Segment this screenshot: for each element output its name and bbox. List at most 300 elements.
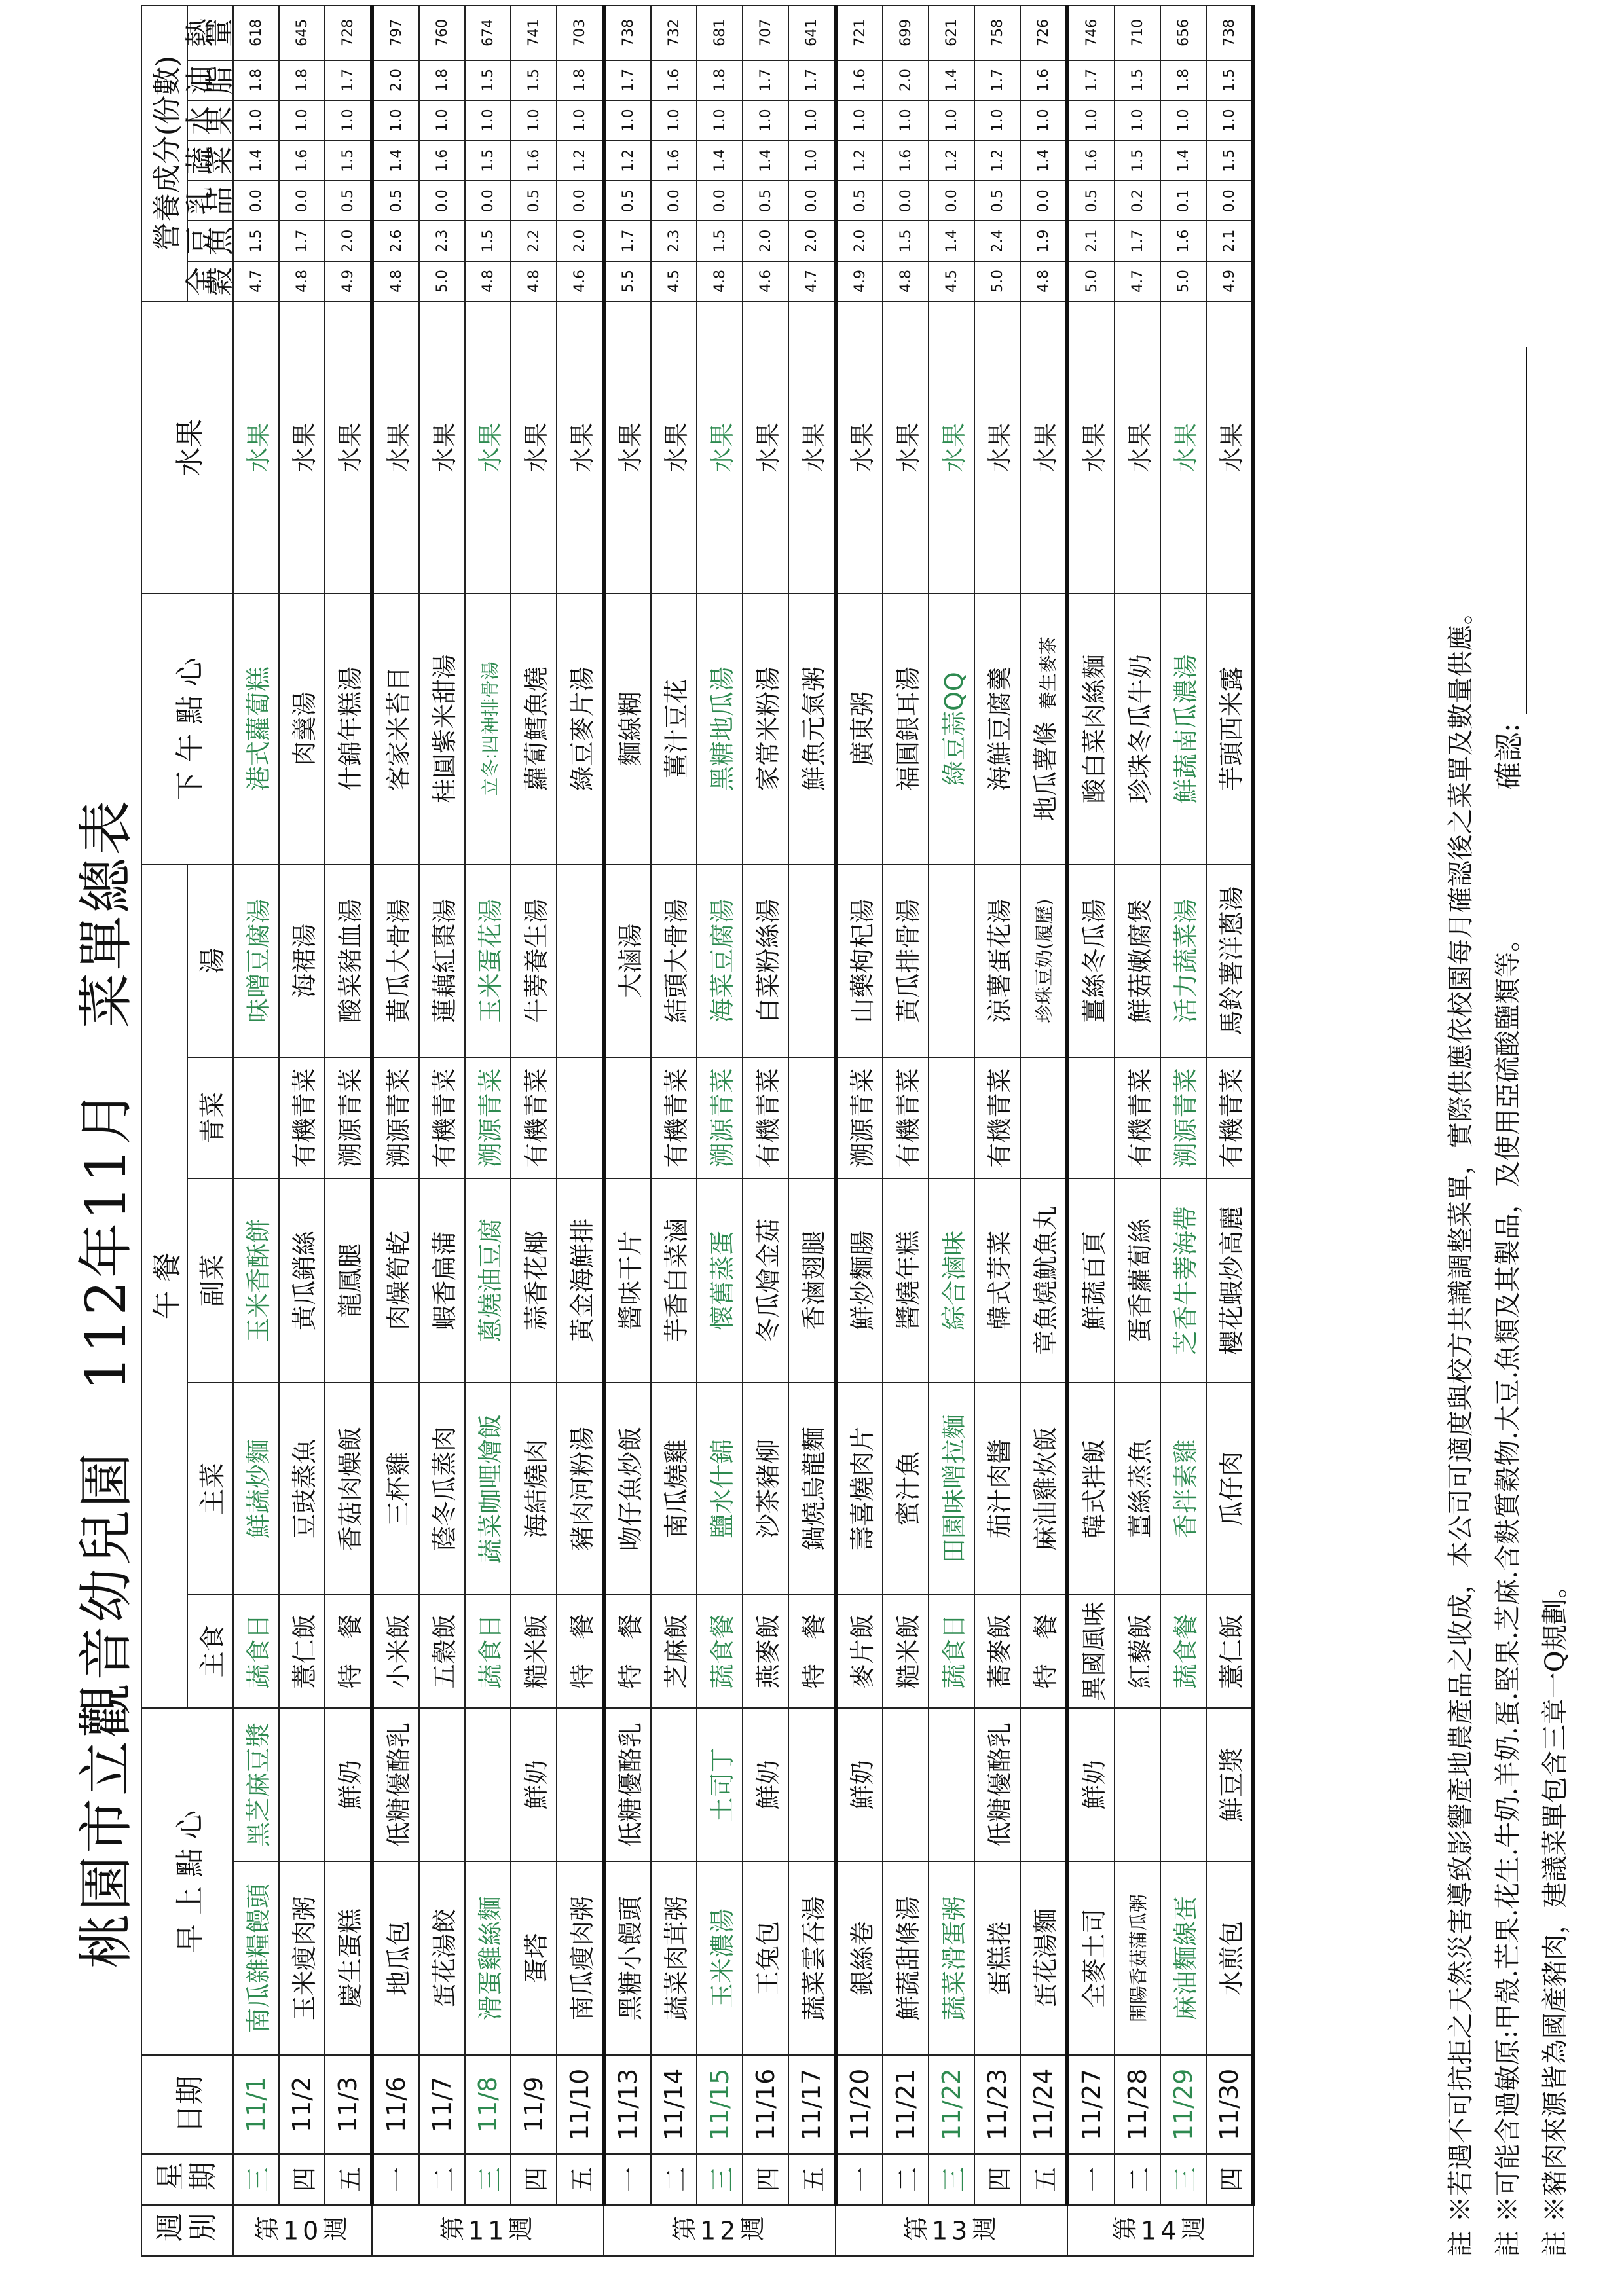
nutrition-cell: 1.7: [279, 221, 325, 261]
snack-cell: [557, 594, 604, 864]
main-dish-cell: 田園味噌拉麵: [929, 1383, 974, 1595]
table-row: [743, 5, 788, 2256]
soup-cell: 活力蔬菜湯: [1160, 864, 1206, 1058]
vegetable-cell: [557, 1057, 604, 1178]
soup-cell: [557, 864, 604, 1058]
nutrition-cell: 1.0: [465, 100, 511, 140]
staple-cell: 蔬食日: [465, 1595, 511, 1708]
nutrition-cell: 1.6: [419, 141, 465, 181]
weekday-cell: 三: [1160, 2154, 1206, 2205]
vegetable-cell: 有機青菜: [651, 1057, 697, 1178]
nutrition-cell: 4.5: [929, 261, 974, 301]
staple-cell: 蔬食餐: [1160, 1595, 1206, 1708]
header-veg: 青菜: [187, 1057, 233, 1178]
nutrition-cell: 4.8: [511, 261, 557, 301]
breakfast-item: 蔬菜肉茸粥: [651, 1861, 697, 2055]
staple-cell: 糙米飯: [883, 1595, 929, 1708]
snack-cell: [325, 594, 372, 864]
nutrition-cell: 0.0: [465, 181, 511, 221]
table-row: [1115, 5, 1160, 2256]
week-label: 第10週: [233, 2205, 372, 2256]
nutrition-cell: 1.7: [743, 60, 788, 100]
date-cell: 11/24: [1020, 2055, 1067, 2154]
header-fruit: 水果: [141, 301, 233, 593]
fruit-cell: 水果: [929, 301, 974, 593]
side-dish-cell: 韓式芽菜: [974, 1178, 1020, 1383]
main-dish-cell: 壽喜燒肉片: [836, 1383, 883, 1595]
fruit-cell: 水果: [883, 301, 929, 593]
soup-cell: 黃瓜大骨湯: [372, 864, 419, 1058]
weekday-cell: 四: [974, 2154, 1020, 2205]
nutrition-cell: 1.2: [929, 141, 974, 181]
weekday-cell: 四: [743, 2154, 788, 2205]
breakfast-item: 玉米瘦肉粥: [279, 1861, 325, 2055]
header-date: 日期: [141, 2055, 233, 2154]
main-dish-cell: 瓜仔肉: [1206, 1383, 1253, 1595]
menu-table: [141, 5, 1255, 2257]
breakfast-drink: 低糖優酪乳: [604, 1708, 651, 1861]
table-row: [697, 5, 743, 2256]
nutrition-cell: 1.5: [465, 60, 511, 100]
weekday-cell: 四: [1206, 2154, 1253, 2205]
nutrition-cell: 4.7: [1115, 261, 1160, 301]
nutrition-cell: 1.0: [929, 100, 974, 140]
nutrition-cell: 1.5: [697, 221, 743, 261]
snack-cell: [1020, 594, 1067, 864]
nutrition-cell: 2.2: [511, 221, 557, 261]
vegetable-cell: 溯源青菜: [836, 1057, 883, 1178]
soup-cell: 黃瓜排骨湯: [883, 864, 929, 1058]
header-side: 副菜: [187, 1178, 233, 1383]
table-row: [883, 5, 929, 2256]
fruit-cell: 水果: [974, 301, 1020, 593]
nutrition-cell: 4.8: [279, 261, 325, 301]
breakfast-item: 蛋糕捲: [974, 1861, 1020, 2055]
snack-name: 麵線糊: [616, 691, 645, 767]
header-nutrition: 營養成分(份數): [141, 5, 187, 301]
nutrition-cell: 1.8: [419, 60, 465, 100]
header-grain: 全穀: [187, 261, 233, 301]
main-dish-cell: 海結燒肉: [511, 1383, 557, 1595]
soup-cell: 玉米蛋花湯: [465, 864, 511, 1058]
nutrition-cell: 5.0: [419, 261, 465, 301]
table-row: [836, 5, 883, 2256]
nutrition-cell: 2.0: [557, 221, 604, 261]
nutrition-cell: 0.0: [788, 181, 836, 221]
date-cell: 11/21: [883, 2055, 929, 2154]
nutrition-cell: 738: [604, 5, 651, 60]
date-cell: 11/1: [233, 2055, 279, 2154]
breakfast-drink: [419, 1708, 465, 1861]
header-fruit-portion: 水果: [187, 100, 233, 140]
nutrition-cell: 1.0: [697, 100, 743, 140]
nutrition-cell: 5.5: [604, 261, 651, 301]
vegetable-cell: 溯源青菜: [325, 1057, 372, 1178]
soup-cell: 海菜豆腐湯: [697, 864, 743, 1058]
nutrition-cell: 645: [279, 5, 325, 60]
nutrition-cell: 0.0: [233, 181, 279, 221]
nutrition-cell: 1.7: [1067, 60, 1115, 100]
snack-cell: [743, 594, 788, 864]
nutrition-cell: 1.8: [279, 60, 325, 100]
nutrition-cell: 1.2: [974, 141, 1020, 181]
fruit-cell: 水果: [788, 301, 836, 593]
nutrition-cell: 746: [1067, 5, 1115, 60]
nutrition-cell: 1.0: [279, 100, 325, 140]
soup-cell: 珍珠豆奶(履歷): [1020, 864, 1067, 1058]
breakfast-item: 蔬菜雲吞湯: [788, 1861, 836, 2055]
side-dish-cell: 蛋香蘿蔔絲: [1115, 1178, 1160, 1383]
vegetable-cell: 有機青菜: [743, 1057, 788, 1178]
main-dish-cell: 香拌素雞: [1160, 1383, 1206, 1595]
snack-name: 地瓜薯條: [1031, 721, 1060, 822]
nutrition-cell: 0.1: [1160, 181, 1206, 221]
vegetable-cell: 溯源青菜: [1160, 1057, 1206, 1178]
nutrition-cell: 797: [372, 5, 419, 60]
weekday-cell: 五: [325, 2154, 372, 2205]
breakfast-item: 銀絲卷: [836, 1861, 883, 2055]
nutrition-cell: 1.0: [419, 100, 465, 140]
vegetable-cell: 溯源青菜: [465, 1057, 511, 1178]
side-dish-cell: 鮮炒麵腸: [836, 1178, 883, 1383]
nutrition-cell: 1.4: [1160, 141, 1206, 181]
nutrition-cell: 1.9: [1020, 221, 1067, 261]
vegetable-cell: 溯源青菜: [697, 1057, 743, 1178]
nutrition-cell: 2.6: [372, 221, 419, 261]
snack-name: 綠豆麥片湯: [567, 666, 597, 792]
nutrition-cell: 1.7: [325, 60, 372, 100]
vegetable-cell: 有機青菜: [1206, 1057, 1253, 1178]
snack-name: 薑汁豆花: [661, 679, 691, 779]
date-cell: 11/3: [325, 2055, 372, 2154]
nutrition-cell: 5.0: [974, 261, 1020, 301]
nutrition-cell: 1.0: [233, 100, 279, 140]
nutrition-cell: 1.8: [697, 60, 743, 100]
table-row: [279, 5, 325, 2256]
header-oil: 油脂: [187, 60, 233, 100]
nutrition-cell: 681: [697, 5, 743, 60]
weekday-cell: 二: [1115, 2154, 1160, 2205]
breakfast-item: 開陽香菇蒲瓜粥: [1115, 1861, 1160, 2055]
vegetable-cell: 溯源青菜: [372, 1057, 419, 1178]
nutrition-cell: 1.0: [788, 100, 836, 140]
main-dish-cell: 薑絲蒸魚: [1115, 1383, 1160, 1595]
fruit-cell: 水果: [1115, 301, 1160, 593]
table-row: [1206, 5, 1253, 2256]
nutrition-cell: 1.0: [604, 100, 651, 140]
nutrition-cell: 1.0: [1067, 100, 1115, 140]
breakfast-item: 王兔包: [743, 1861, 788, 2055]
soup-cell: 大滷湯: [604, 864, 651, 1058]
snack-cell: [1115, 594, 1160, 864]
nutrition-cell: 4.8: [372, 261, 419, 301]
nutrition-cell: 1.5: [1206, 60, 1253, 100]
nutrition-cell: 1.0: [743, 100, 788, 140]
nutrition-cell: 1.6: [883, 141, 929, 181]
breakfast-drink: [883, 1708, 929, 1861]
nutrition-cell: 1.5: [465, 221, 511, 261]
staple-cell: 蕎麥飯: [974, 1595, 1020, 1708]
breakfast-drink: [1115, 1708, 1160, 1861]
nutrition-cell: 0.0: [1020, 181, 1067, 221]
nutrition-cell: 0.0: [929, 181, 974, 221]
nutrition-cell: 1.0: [788, 141, 836, 181]
snack-cell: [372, 594, 419, 864]
nutrition-cell: 2.0: [836, 221, 883, 261]
nutrition-cell: 1.0: [1206, 100, 1253, 140]
nutrition-cell: 0.5: [604, 181, 651, 221]
nutrition-cell: 1.2: [604, 141, 651, 181]
header-soup: 湯: [187, 864, 233, 1058]
weekday-cell: 四: [279, 2154, 325, 2205]
nutrition-cell: 4.9: [836, 261, 883, 301]
breakfast-drink: 鮮奶: [743, 1708, 788, 1861]
header-protein: 豆魚: [187, 221, 233, 261]
fruit-cell: 水果: [743, 301, 788, 593]
staple-cell: 蔬食日: [929, 1595, 974, 1708]
breakfast-drink: 鮮奶: [836, 1708, 883, 1861]
nutrition-cell: 0.0: [1206, 181, 1253, 221]
main-dish-cell: 蔬菜咖哩燴飯: [465, 1383, 511, 1595]
staple-cell: 紅藜飯: [1115, 1595, 1160, 1708]
nutrition-cell: 4.8: [697, 261, 743, 301]
confirm-label: 確認:: [1492, 723, 1526, 790]
side-dish-cell: 黃瓜銷絲: [279, 1178, 325, 1383]
nutrition-cell: 699: [883, 5, 929, 60]
nutrition-cell: 4.5: [651, 261, 697, 301]
weekday-cell: 一: [604, 2154, 651, 2205]
snack-cell: [929, 594, 974, 864]
nutrition-cell: 4.7: [788, 261, 836, 301]
main-dish-cell: 南瓜燒雞: [651, 1383, 697, 1595]
breakfast-item: 滑蛋雞絲麵: [465, 1861, 511, 2055]
nutrition-cell: 1.0: [651, 100, 697, 140]
breakfast-item: 南瓜瘦肉粥: [557, 1861, 604, 2055]
soup-cell: 牛蒡養生湯: [511, 864, 557, 1058]
fruit-cell: 水果: [651, 301, 697, 593]
date-cell: 11/15: [697, 2055, 743, 2154]
soup-cell: 鮮菇嫩腐煲: [1115, 864, 1160, 1058]
side-dish-cell: 鮮蔬百頁: [1067, 1178, 1115, 1383]
note-1: 註 ※若遇不可抗拒之天然災害導致影響產地農產品之收成，本公司可適度與校方共識調整菜單，實際供應依校園每月確認後之菜單及數量供應。: [1446, 598, 1476, 2257]
weekday-cell: 五: [1020, 2154, 1067, 2205]
soup-cell: [929, 864, 974, 1058]
staple-cell: 小米飯: [372, 1595, 419, 1708]
main-dish-cell: 沙茶豬柳: [743, 1383, 788, 1595]
snack-name: 客家米苔目: [384, 666, 413, 792]
nutrition-cell: 4.7: [233, 261, 279, 301]
main-dish-cell: 韓式拌飯: [1067, 1383, 1115, 1595]
vegetable-cell: [1067, 1057, 1115, 1178]
snack-name: 桂圓紫米甜湯: [430, 654, 459, 804]
snack-cell: [883, 594, 929, 864]
snack-cell: [233, 594, 279, 864]
main-dish-cell: 三杯雞: [372, 1383, 419, 1595]
table-row: [233, 5, 279, 2256]
school-name: 桃園市立觀音幼兒園: [74, 1449, 138, 1969]
breakfast-drink: [1020, 1708, 1067, 1861]
nutrition-cell: 1.5: [883, 221, 929, 261]
nutrition-cell: 4.6: [557, 261, 604, 301]
breakfast-drink: 低糖優酪乳: [372, 1708, 419, 1861]
breakfast-item: 南瓜雜糧饅頭: [233, 1861, 279, 2055]
snack-name: 家常米粉湯: [753, 666, 783, 792]
table-row: [465, 5, 511, 2256]
snack-cell: [836, 594, 883, 864]
table-row: [1067, 5, 1115, 2256]
soup-cell: 結頭大骨湯: [651, 864, 697, 1058]
breakfast-item: 蛋花湯餃: [419, 1861, 465, 2055]
page-title: [62, 332, 138, 1969]
vegetable-cell: 有機青菜: [419, 1057, 465, 1178]
table-row: [974, 5, 1020, 2256]
nutrition-cell: 1.4: [929, 60, 974, 100]
breakfast-item: 玉米濃湯: [697, 1861, 743, 2055]
nutrition-cell: 1.0: [325, 100, 372, 140]
weekday-cell: 一: [1067, 2154, 1115, 2205]
header-dairy: 乳品: [187, 181, 233, 221]
staple-cell: 薏仁飯: [1206, 1595, 1253, 1708]
staple-cell: 燕麥飯: [743, 1595, 788, 1708]
breakfast-item: 全麥土司: [1067, 1861, 1115, 2055]
nutrition-cell: 1.6: [1067, 141, 1115, 181]
soup-cell: [788, 864, 836, 1058]
table-row: [1160, 5, 1206, 2256]
side-dish-cell: 芋香白菜滷: [651, 1178, 697, 1383]
snack-name: 鮮魚元氣粥: [799, 666, 828, 792]
nutrition-cell: 1.0: [557, 100, 604, 140]
snack-cell: [604, 594, 651, 864]
nutrition-cell: 741: [511, 5, 557, 60]
nutrition-cell: 1.0: [836, 100, 883, 140]
snack-name: 肉羹湯: [289, 691, 319, 767]
table-row: [419, 5, 465, 2256]
nutrition-cell: 1.6: [651, 60, 697, 100]
main-dish-cell: 鮮蔬炒麵: [233, 1383, 279, 1595]
date-cell: 11/10: [557, 2055, 604, 2154]
nutrition-cell: 0.5: [325, 181, 372, 221]
breakfast-drink: [788, 1708, 836, 1861]
nutrition-cell: 5.0: [1067, 261, 1115, 301]
staple-cell: 麥片飯: [836, 1595, 883, 1708]
snack-cell: [974, 594, 1020, 864]
nutrition-cell: 618: [233, 5, 279, 60]
date-cell: 11/30: [1206, 2055, 1253, 2154]
vegetable-cell: 有機青菜: [974, 1057, 1020, 1178]
nutrition-cell: 621: [929, 5, 974, 60]
snack-cell: [1206, 594, 1253, 864]
nutrition-cell: 1.8: [1160, 60, 1206, 100]
vegetable-cell: 有機青菜: [1115, 1057, 1160, 1178]
snack-name: 鮮蔬南瓜濃湯: [1171, 654, 1200, 804]
month-label: 112年11月: [74, 1087, 138, 1391]
header-main: 主菜: [187, 1383, 233, 1595]
staple-cell: 芝麻飯: [651, 1595, 697, 1708]
weekday-cell: 三: [465, 2154, 511, 2205]
snack-name: 福圓銀耳湯: [893, 666, 923, 792]
breakfast-drink: 鮮豆漿: [1206, 1708, 1253, 1861]
breakfast-item: 鮮蔬甜條湯: [883, 1861, 929, 2055]
nutrition-cell: 1.0: [883, 100, 929, 140]
nutrition-cell: 4.8: [1020, 261, 1067, 301]
nutrition-cell: 4.9: [1206, 261, 1253, 301]
snack-name: 酸白菜肉絲麵: [1079, 654, 1109, 804]
fruit-cell: 水果: [1020, 301, 1067, 593]
staple-cell: 異國風味: [1067, 1595, 1115, 1708]
nutrition-cell: 1.4: [1020, 141, 1067, 181]
nutrition-cell: 1.7: [604, 60, 651, 100]
breakfast-item: 慶生蛋糕: [325, 1861, 372, 2055]
header-snack: 下 午 點 心: [141, 594, 233, 864]
snack-name: 綠豆蒜QQ: [939, 672, 969, 786]
snack-cell: [1067, 594, 1115, 864]
side-dish-cell: 醬燒年糕: [883, 1178, 929, 1383]
week-label: 第13週: [836, 2205, 1067, 2256]
soup-cell: 海裙湯: [279, 864, 325, 1058]
date-cell: 11/14: [651, 2055, 697, 2154]
fruit-cell: 水果: [557, 301, 604, 593]
staple-cell: 特 餐: [557, 1595, 604, 1708]
date-cell: 11/8: [465, 2055, 511, 2154]
weekday-cell: 五: [788, 2154, 836, 2205]
note-3: 註 ※豬肉來源皆為國產豬肉，建議菜單包含三章一Q規劃。: [1540, 1572, 1570, 2257]
nutrition-cell: 1.0: [1020, 100, 1067, 140]
nutrition-cell: 1.4: [743, 141, 788, 181]
breakfast-drink: 鮮奶: [325, 1708, 372, 1861]
vegetable-cell: [929, 1057, 974, 1178]
main-dish-cell: 豆豉蒸魚: [279, 1383, 325, 1595]
snack-cell: [511, 594, 557, 864]
weekday-cell: 一: [836, 2154, 883, 2205]
soup-cell: 涼薯蛋花湯: [974, 864, 1020, 1058]
nutrition-cell: 0.5: [743, 181, 788, 221]
soup-cell: 馬鈴薯洋蔥湯: [1206, 864, 1253, 1058]
main-dish-cell: 豬肉河粉湯: [557, 1383, 604, 1595]
side-dish-cell: 蝦香扁蒲: [419, 1178, 465, 1383]
nutrition-cell: 4.8: [883, 261, 929, 301]
snack-name: 蘿蔔鱈魚燒: [521, 666, 551, 792]
date-cell: 11/20: [836, 2055, 883, 2154]
fruit-cell: 水果: [511, 301, 557, 593]
date-cell: 11/27: [1067, 2055, 1115, 2154]
main-dish-cell: 鍋燒烏龍麵: [788, 1383, 836, 1595]
nutrition-cell: 2.1: [1206, 221, 1253, 261]
main-dish-cell: 吻仔魚炒飯: [604, 1383, 651, 1595]
weekday-cell: 二: [419, 2154, 465, 2205]
nutrition-cell: 1.0: [974, 100, 1020, 140]
nutrition-cell: 2.3: [651, 221, 697, 261]
nutrition-cell: 1.6: [1020, 60, 1067, 100]
nutrition-cell: 641: [788, 5, 836, 60]
snack-cell: [651, 594, 697, 864]
breakfast-item: 地瓜包: [372, 1861, 419, 2055]
soup-cell: 白菜粉絲湯: [743, 864, 788, 1058]
nutrition-cell: 1.0: [1115, 100, 1160, 140]
week-label: 第11週: [372, 2205, 604, 2256]
soup-cell: 酸菜豬血湯: [325, 864, 372, 1058]
nutrition-cell: 1.5: [1206, 141, 1253, 181]
breakfast-drink: [557, 1708, 604, 1861]
staple-cell: 蔬食日: [233, 1595, 279, 1708]
snack-cell: [419, 594, 465, 864]
nutrition-cell: 1.5: [325, 141, 372, 181]
weekday-cell: 三: [929, 2154, 974, 2205]
nutrition-cell: 0.5: [836, 181, 883, 221]
nutrition-cell: 1.0: [372, 100, 419, 140]
nutrition-cell: 707: [743, 5, 788, 60]
fruit-cell: 水果: [279, 301, 325, 593]
nutrition-cell: 738: [1206, 5, 1253, 60]
